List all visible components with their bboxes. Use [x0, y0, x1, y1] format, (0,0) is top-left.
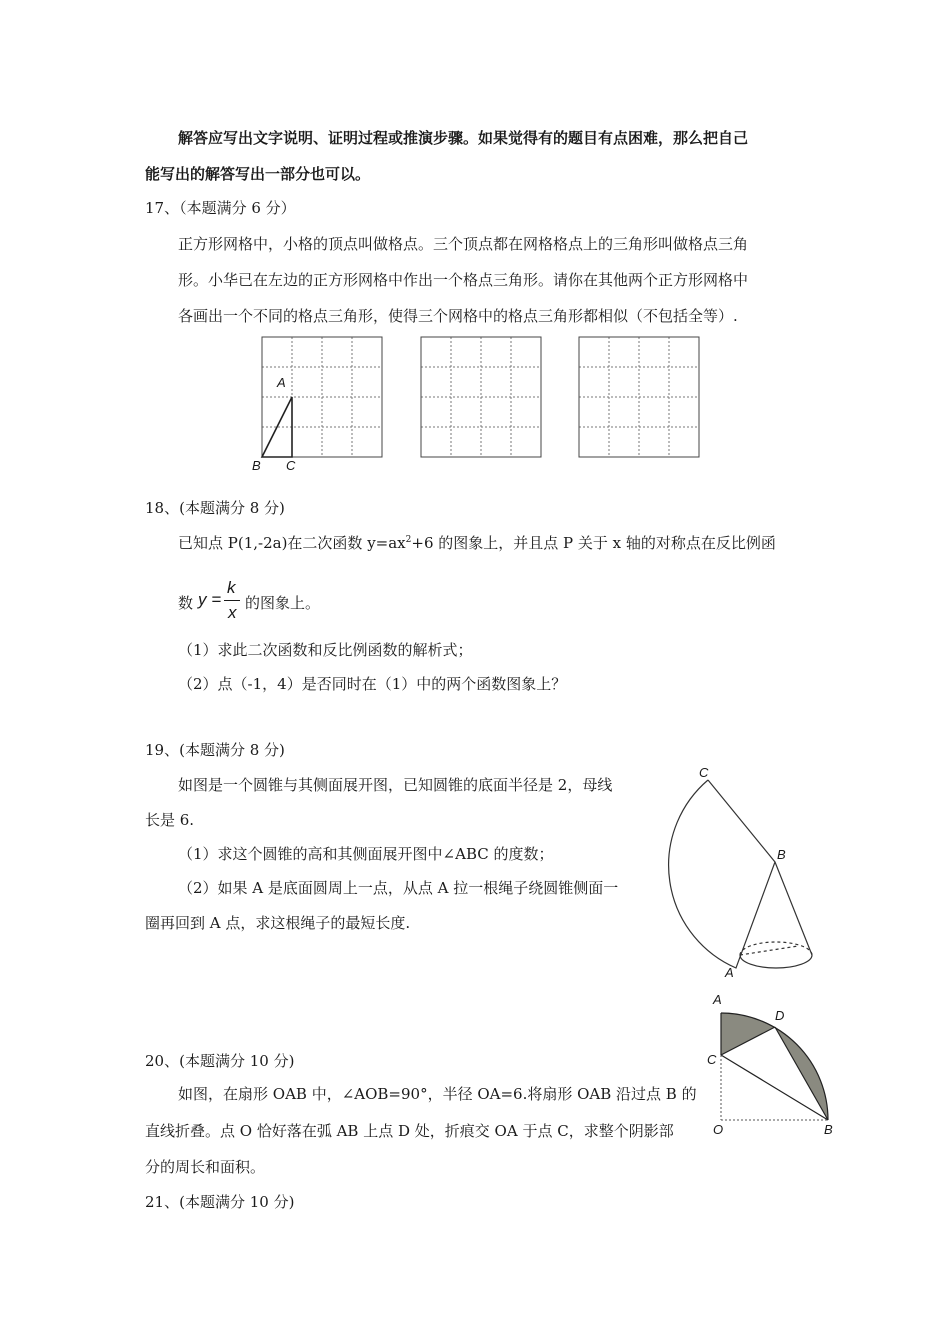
q19-line-1: 如图是一个圆锥与其侧面展开图，已知圆锥的底面半径是 2，母线 — [178, 776, 613, 794]
intro-line-1: 解答应写出文字说明、证明过程或推演步骤。如果觉得有的题目有点困难，那么把自己 — [178, 129, 749, 147]
q19-label-b: B — [777, 847, 786, 862]
q18-line-2-suffix: 的图象上。 — [245, 594, 321, 612]
q21-header: 21、(本题满分 10 分) — [145, 1193, 295, 1211]
q20-label-c: C — [707, 1052, 717, 1067]
q20-label-a: A — [713, 992, 722, 1007]
q19-cone-diagram — [660, 760, 840, 990]
q20-label-o: O — [713, 1122, 724, 1137]
q17-line-1: 正方形网格中，小格的顶点叫做格点。三个顶点都在网格格点上的三角形叫做格点三角 — [178, 235, 749, 253]
q20-sector-diagram — [700, 1000, 840, 1130]
q18-formula-numerator: k — [227, 578, 236, 597]
intro-line-2: 能写出的解答写出一部分也可以。 — [145, 165, 371, 183]
q20-line-2: 直线折叠。点 O 恰好落在弧 AB 上点 D 处，折痕交 OA 于点 C，求整个阴影部 — [145, 1122, 674, 1140]
q18-part-2: （2）点（-1，4）是否同时在（1）中的两个函数图象上？ — [178, 675, 567, 693]
q19-part-2b: 圈再回到 A 点，求这根绳子的最短长度. — [145, 914, 411, 932]
q20-label-d: D — [775, 1008, 785, 1023]
q17-grid-right — [579, 337, 699, 457]
q17-line-2: 形。小华已在左边的正方形网格中作出一个格点三角形。请你在其他两个正方形网格中 — [178, 271, 749, 289]
q17-label-a: A — [277, 375, 286, 390]
q20-line-3: 分的周长和面积。 — [145, 1158, 266, 1176]
q17-line-3: 各画出一个不同的格点三角形，使得三个网格中的格点三角形都相似（不包括全等）. — [178, 307, 738, 325]
q17-label-c: C — [286, 458, 296, 473]
q18-line-2-prefix: 数 — [178, 594, 194, 612]
q19-label-c: C — [699, 765, 709, 780]
q18-line-1: 已知点 P(1,-2a)在二次函数 $y=ax^2+6$ 的图象上，并且点 P 关于 x 轴的对称点在反比例函 — [178, 534, 776, 552]
q19-line-2: 长是 6. — [145, 811, 195, 829]
q17-label-b: B — [252, 458, 261, 473]
q20-header: 20、(本题满分 10 分) — [145, 1052, 295, 1070]
q20-label-b: B — [824, 1122, 833, 1137]
q20-line-1: 如图，在扇形 OAB 中，∠AOB=90°，半径 OA=6.将扇形 OAB 沿过点 B 的 — [178, 1085, 697, 1103]
q17-grid-left — [262, 337, 382, 457]
q19-part-1: （1）求这个圆锥的高和其侧面展开图中∠ABC 的度数； — [178, 845, 554, 863]
q18-formula-denominator: x — [228, 603, 237, 622]
q18-fraction-bar — [224, 600, 240, 601]
q18-header: 18、(本题满分 8 分) — [145, 499, 285, 517]
q18-part-1: （1）求此二次函数和反比例函数的解析式； — [178, 641, 473, 659]
q18-formula-y: y = — [198, 590, 222, 609]
q20-shaded-region-upper — [721, 1013, 775, 1055]
q19-part-2: （2）如果 A 是底面圆周上一点，从点 A 拉一根绳子绕圆锥侧面一 — [178, 879, 619, 897]
q19-header: 19、(本题满分 8 分) — [145, 741, 285, 759]
q19-label-a: A — [725, 965, 734, 980]
q17-header: 17、（本题满分 6 分） — [145, 199, 296, 217]
q17-grid-middle — [421, 337, 541, 457]
